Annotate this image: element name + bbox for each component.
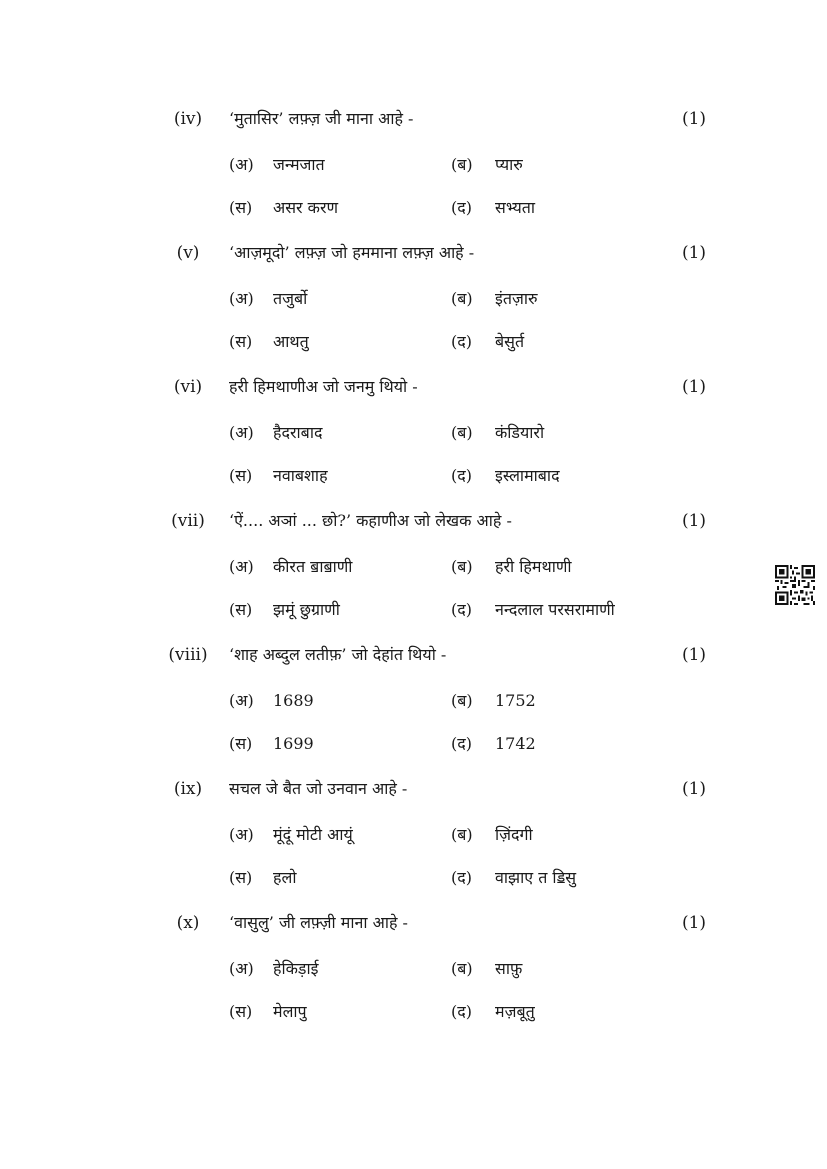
option-text: आथतु [273, 332, 309, 351]
question-number: (vi) [173, 377, 203, 397]
question-text: ‘मुतासिर’ लफ़्ज़ जी माना आहे - [229, 109, 414, 128]
option-letter: (स) [229, 868, 253, 887]
option-text: मूंदूं मोटी आयूं [273, 825, 353, 844]
question-text: ‘शाह अब्दुल लतीफ़’ जो देहांत थियो - [229, 645, 447, 664]
option-letter: (स) [229, 734, 253, 753]
option-text: हैदराबाद [273, 423, 323, 442]
option-letter: (द) [451, 198, 472, 217]
option-text: सभ्यता [495, 198, 536, 217]
qr-code-icon [775, 565, 815, 605]
option-text: इस्लामाबाद [495, 466, 560, 485]
option-letter: (स) [229, 466, 253, 485]
option-letter: (अ) [229, 691, 254, 710]
question-ix [0, 778, 827, 912]
option-letter: (द) [451, 868, 472, 887]
option-text: कंडियारो [495, 423, 545, 442]
option-text: नन्दलाल परसरामाणी [495, 600, 615, 619]
question-text: ‘वासुलु’ जी लफ़्ज़ी माना आहे - [229, 913, 408, 932]
option-letter: (स) [229, 600, 253, 619]
option-letter: (ब) [451, 557, 473, 576]
option-text: हरी हिमथाणी [495, 557, 572, 576]
option-text: असर करण [273, 198, 339, 217]
question-number: (x) [176, 913, 200, 933]
option-letter: (अ) [229, 423, 254, 442]
question-vi [0, 376, 827, 510]
option-text: 1742 [495, 734, 536, 753]
question-marks: (1) [681, 511, 707, 531]
question-marks: (1) [681, 243, 707, 263]
question-number: (vii) [171, 511, 205, 531]
option-text: हेकिड़ाई [273, 959, 319, 978]
option-text: झमूं छुग्राणी [273, 600, 340, 619]
option-letter: (ब) [451, 289, 473, 308]
question-viii [0, 644, 827, 778]
option-letter: (द) [451, 734, 472, 753]
option-text: मज़बूतु [495, 1002, 535, 1021]
question-marks: (1) [681, 109, 707, 129]
question-number: (ix) [173, 779, 203, 799]
question-marks: (1) [681, 645, 707, 665]
option-text: जन्मजात [273, 155, 325, 174]
option-letter: (अ) [229, 959, 254, 978]
question-v [0, 242, 827, 376]
option-text: 1699 [273, 734, 314, 753]
option-letter: (अ) [229, 557, 254, 576]
option-letter: (अ) [229, 289, 254, 308]
option-letter: (द) [451, 466, 472, 485]
option-text: नवाबशाह [273, 466, 328, 485]
option-letter: (ब) [451, 423, 473, 442]
option-text: बेसुर्त [495, 332, 525, 351]
option-letter: (द) [451, 1002, 472, 1021]
option-letter: (ब) [451, 959, 473, 978]
option-text: तजुर्बो [273, 289, 308, 308]
option-text: साफ़ु [495, 959, 523, 978]
option-text: कीरत ॿाॿाणी [273, 557, 353, 576]
question-marks: (1) [681, 377, 707, 397]
question-iv [0, 108, 827, 242]
option-letter: (द) [451, 332, 472, 351]
question-text: ‘आज़मूदो’ लफ़्ज़ जो हममाना लफ़्ज़ आहे - [229, 243, 475, 262]
question-marks: (1) [681, 779, 707, 799]
question-text: सचल जे बैत जो उनवान आहे - [229, 779, 408, 798]
question-marks: (1) [681, 913, 707, 933]
option-letter: (स) [229, 332, 253, 351]
question-vii [0, 510, 827, 644]
question-number: (viii) [168, 645, 208, 665]
option-letter: (स) [229, 1002, 253, 1021]
question-x [0, 912, 827, 1046]
option-text: 1752 [495, 691, 536, 710]
option-text: मेलापु [273, 1002, 307, 1021]
question-number: (v) [176, 243, 200, 263]
question-text: ‘ऐं.... अञां ... छो?’ कहाणीअ जो लेखक आहे - [229, 511, 512, 530]
option-text: वाझाए त ॾिसु [495, 868, 577, 887]
option-letter: (ब) [451, 691, 473, 710]
question-text: हरी हिमथाणीअ जो जनमु थियो - [229, 377, 418, 396]
option-letter: (द) [451, 600, 472, 619]
option-text: हलो [273, 868, 297, 887]
question-number: (iv) [173, 109, 203, 129]
option-letter: (ब) [451, 155, 473, 174]
option-letter: (अ) [229, 155, 254, 174]
option-text: इंतज़ारु [495, 289, 538, 308]
option-letter: (अ) [229, 825, 254, 844]
option-text: प्यारु [495, 155, 523, 174]
option-text: ज़िंदगी [495, 825, 533, 844]
option-letter: (स) [229, 198, 253, 217]
option-letter: (ब) [451, 825, 473, 844]
option-text: 1689 [273, 691, 314, 710]
